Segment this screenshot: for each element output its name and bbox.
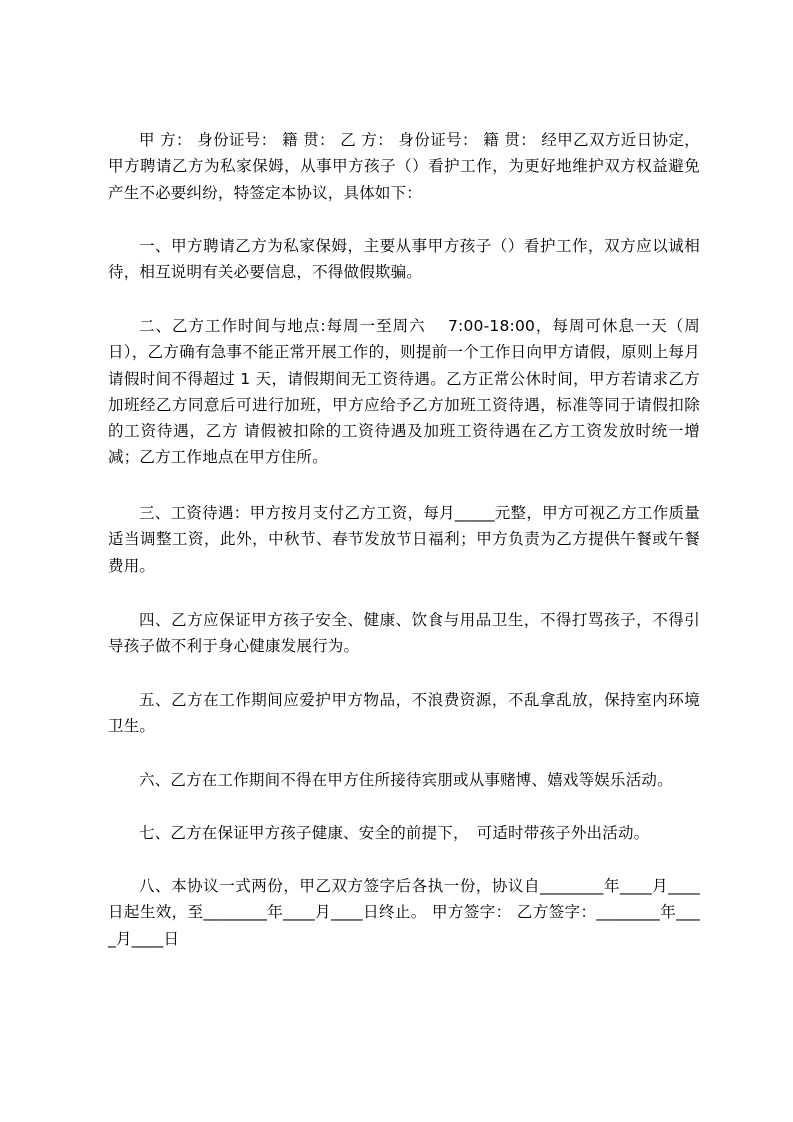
intro-paragraph: 甲 方： 身份证号： 籍 贯： 乙 方： 身份证号： 籍 贯： 经甲乙双方近日协定，甲方聘请乙方为私家保姆，从事甲方孩子（）看护工作，为更好地维护双方权益避免产生不必要纠纷，特签定本协议，具体如下： (108, 131, 700, 202)
clause-5-paragraph: 五、乙方在工作期间应爱护甲方物品，不浪费资源，不乱拿乱放，保持室内环境卫生。 (108, 691, 700, 736)
clause-6-paragraph: 六、乙方在工作期间不得在甲方住所接待宾朋或从事赌博、嬉戏等娱乐活动。 (139, 771, 673, 789)
clause-2-paragraph: 二、乙方工作时间与地点:每周一至周六 7:00-18:00，每周可休息一天（周日），乙方确有急事不能正常开展工作的，则提前一个工作日向甲方请假，原则上每月请假时间不得超过 1 天，请假期间无工资待遇。乙方正常公休时间，甲方若请求乙方加班经乙方同意后可进行加班，甲方应给予乙方加班工资待遇，标准等同于请假扣除的工资待遇，乙方 请假被扣除的工资待遇及加班工资待遇在乙方工资发放时统一增减；乙方工作地点在甲方住所。 (108, 317, 700, 467)
clause-8-paragraph: 八、本协议一式两份，甲乙双方签字后各执一份，协议自________年____月____日起生效，至________年____月____日终止。 甲方签字： 乙方签字：________年____月____日 (108, 877, 700, 948)
clause-1-paragraph: 一、甲方聘请乙方为私家保姆，主要从事甲方孩子（）看护工作，双方应以诚相待，相互说明有关必要信息，不得做假欺骗。 (108, 237, 700, 282)
clause-4-paragraph: 四、乙方应保证甲方孩子安全、健康、饮食与用品卫生，不得打骂孩子，不得引导孩子做不利于身心健康发展行为。 (108, 611, 700, 656)
clause-3-paragraph: 三、工资待遇：甲方按月支付乙方工资，每月_____元整，甲方可视乙方工作质量适当调整工资，此外，中秋节、春节发放节日福利；甲方负责为乙方提供午餐或午餐费用。 (108, 504, 700, 575)
clause-7-paragraph: 七、乙方在保证甲方孩子健康、安全的前提下， 可适时带孩子外出活动。 (139, 824, 650, 842)
